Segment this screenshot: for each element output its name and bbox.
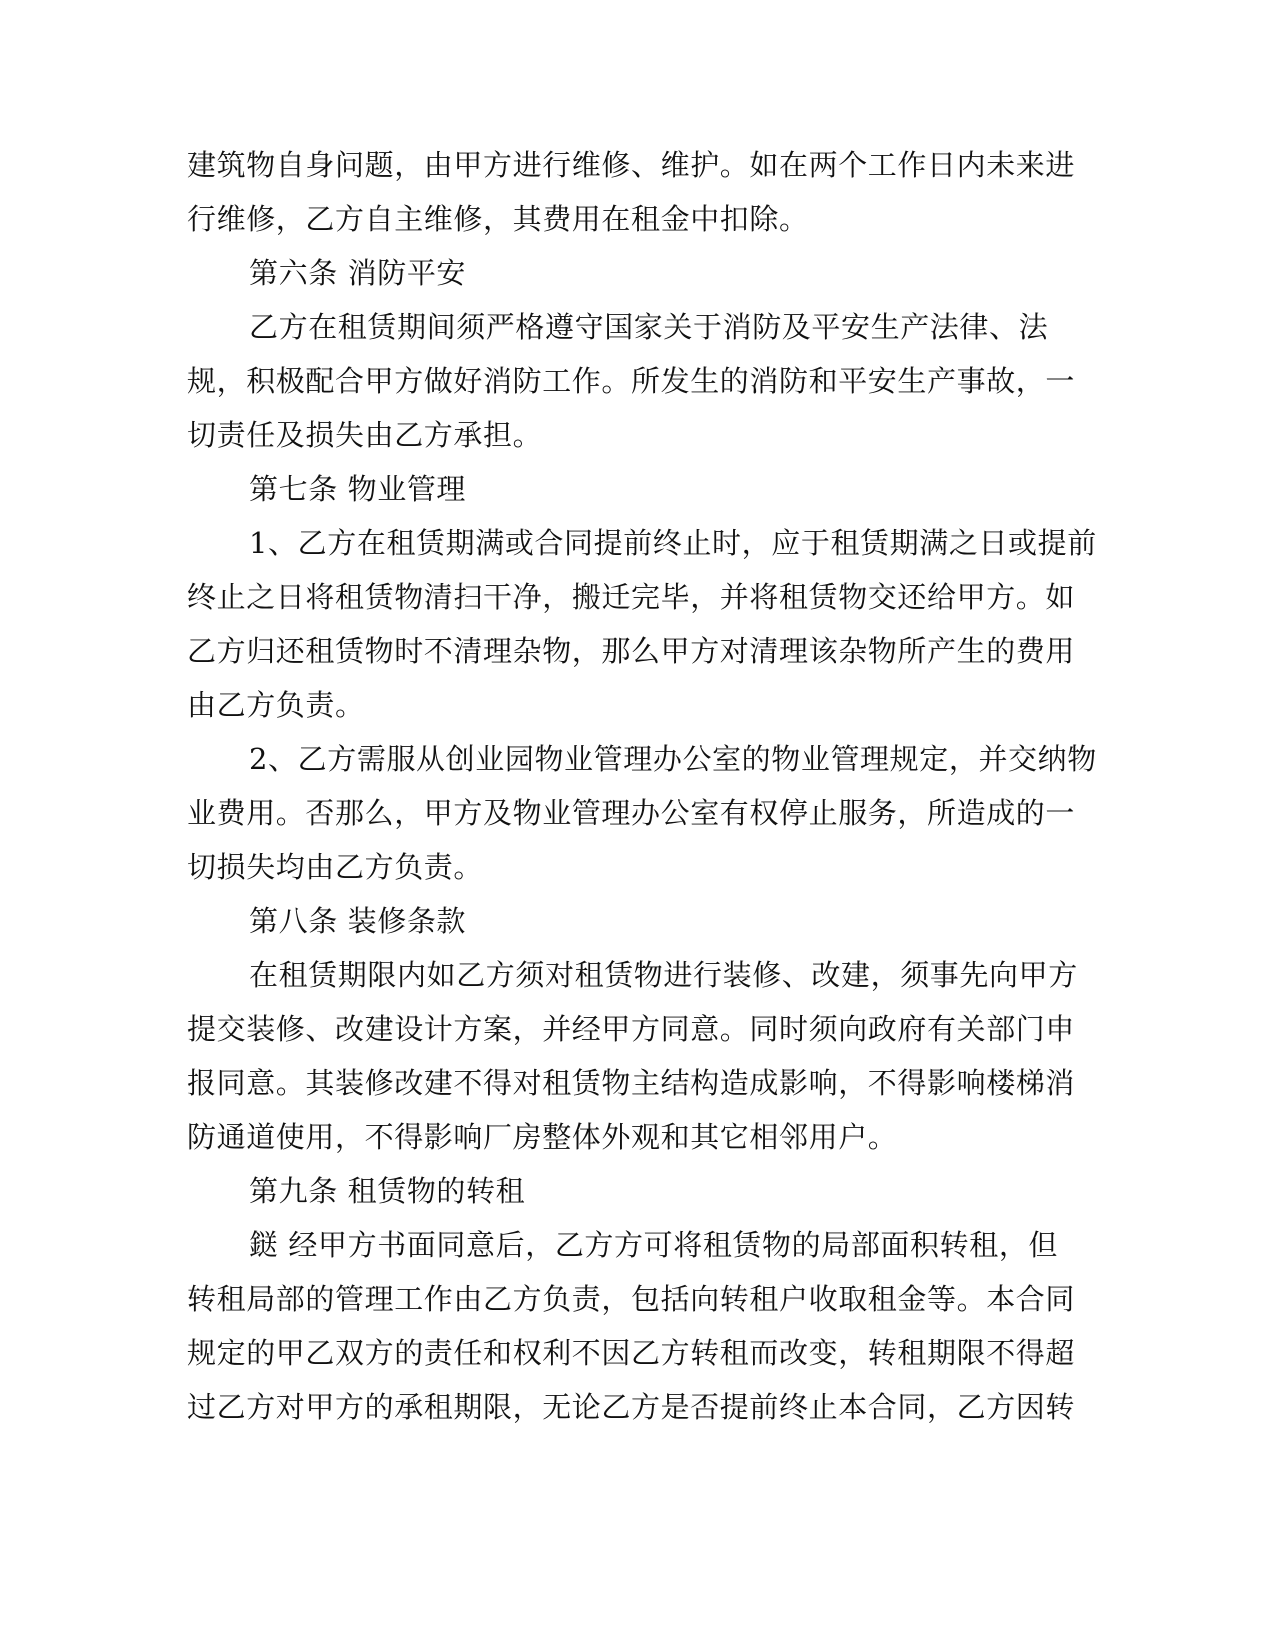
paragraph-line: 建筑物自身问题，由甲方进行维修、维护。如在两个工作日内未来进 — [187, 148, 1076, 182]
paragraph-line: 1、乙方在租赁期满或合同提前终止时，应于租赁期满之日或提前 — [249, 526, 1097, 560]
paragraph-line: 乙方在租赁期间须严格遵守国家关于消防及平安生产法律、法 — [249, 310, 1049, 344]
paragraph-line: 由乙方负责。 — [187, 688, 365, 722]
paragraph-line: 终止之日将租赁物清扫干净，搬迁完毕，并将租赁物交还给甲方。如 — [187, 580, 1076, 614]
paragraph-line: 规定的甲乙双方的责任和权利不因乙方转租而改变，转租期限不得超 — [187, 1336, 1076, 1370]
paragraph-line: 切损失均由乙方负责。 — [187, 850, 484, 884]
paragraph-line: 切责任及损失由乙方承担。 — [187, 418, 543, 452]
paragraph-line: 2、乙方需服从创业园物业管理办公室的物业管理规定，并交纳物 — [249, 742, 1097, 776]
paragraph-line: 业费用。否那么，甲方及物业管理办公室有权停止服务，所造成的一 — [187, 796, 1076, 830]
paragraph-line: 报同意。其装修改建不得对租赁物主结构造成影响，不得影响楼梯消 — [187, 1066, 1076, 1100]
paragraph-line: 行维修，乙方自主维修，其费用在租金中扣除。 — [187, 202, 809, 236]
paragraph-line: 鎹 经甲方书面同意后，乙方方可将租赁物的局部面积转租，但 — [249, 1228, 1059, 1262]
paragraph-line: 防通道使用，不得影响厂房整体外观和其它相邻用户。 — [187, 1120, 898, 1154]
section-heading-8: 第八条 装修条款 — [249, 904, 467, 938]
paragraph-line: 转租局部的管理工作由乙方负责，包括向转租户收取租金等。本合同 — [187, 1282, 1076, 1316]
section-heading-7: 第七条 物业管理 — [249, 472, 467, 506]
paragraph-line: 过乙方对甲方的承租期限，无论乙方是否提前终止本合同，乙方因转 — [187, 1390, 1076, 1424]
paragraph-line: 在租赁期限内如乙方须对租赁物进行装修、改建，须事先向甲方 — [249, 958, 1078, 992]
section-heading-9: 第九条 租赁物的转租 — [249, 1174, 526, 1208]
section-heading-6: 第六条 消防平安 — [249, 256, 467, 290]
paragraph-line: 规，积极配合甲方做好消防工作。所发生的消防和平安生产事故，一 — [187, 364, 1076, 398]
paragraph-line: 乙方归还租赁物时不清理杂物，那么甲方对清理该杂物所产生的费用 — [187, 634, 1076, 668]
paragraph-line: 提交装修、改建设计方案，并经甲方同意。同时须向政府有关部门申 — [187, 1012, 1076, 1046]
